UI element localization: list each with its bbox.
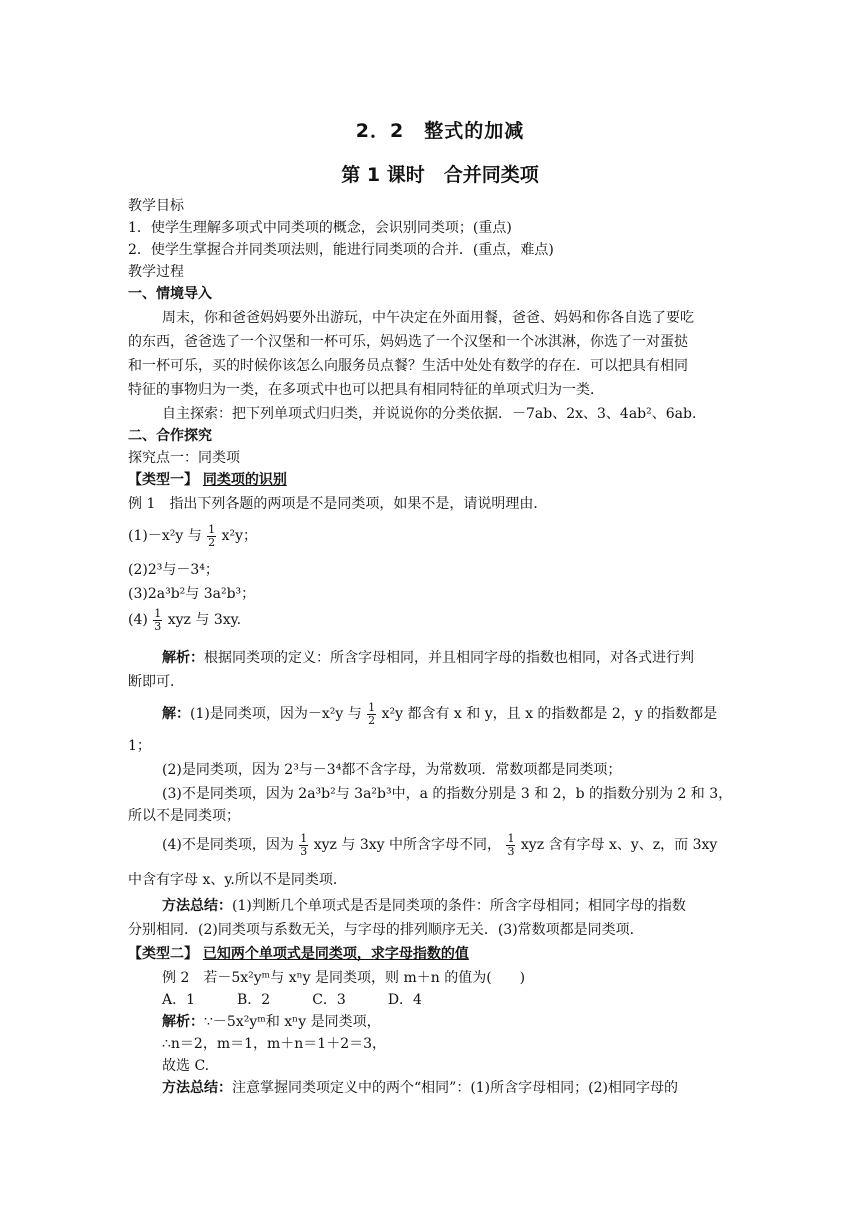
example-1-item-2: (2)2³与－3⁴； [128, 562, 219, 578]
analysis-label: 解析： [162, 1014, 204, 1030]
example-1-item-1: (1)－x²y 与 $\frac{1}{2}$ x²y； [128, 522, 258, 549]
type-1-tag: 【类型一】 [128, 472, 198, 488]
example-2-answer: 故选 C. [162, 1058, 210, 1074]
example-2-options: A．1 B．2 C．3 D．4 [162, 992, 422, 1008]
type-1-title: 同类项的识别 [202, 472, 287, 488]
example-2-prompt: 例 2 若－5x²yᵐ与 xⁿy 是同类项，则 m＋n 的值为( ) [162, 970, 526, 986]
section-title: 2．2 整式的加减 [355, 120, 525, 142]
example-2-analysis: 解析：∵－5x²yᵐ和 xⁿy 是同类项， [162, 1014, 381, 1030]
intro-paragraph-line: 特征的事物归为一类，在多项式中也可以把具有相同特征的单项式归为一类． [128, 382, 604, 398]
type-2-tag: 【类型二】 [128, 946, 198, 962]
fraction-one-third: $\frac{1}{3}$ [154, 606, 162, 633]
example-1-item-3: (3)2a³b²与 3a²b³； [128, 586, 256, 602]
exploration-point-1: 探究点一：同类项 [128, 450, 240, 466]
example-2-step: ∴n＝2，m＝1，m＋n＝1＋2＝3， [162, 1036, 387, 1052]
solution-paragraph: 解：(1)是同类项，因为－x²y 与 $\frac{1}{2}$ x²y 都含有 x 和 y，且 x 的指数都是 2，y 的指数都是 [162, 700, 718, 727]
type-2-title: 已知两个单项式是同类项，求字母指数的值 [202, 946, 469, 962]
analysis-continuation: 断即可． [128, 674, 184, 690]
solution-item-4: (4)不是同类项，因为 $\frac{1}{3}$ xyz 与 3xy 中所含字母不同， $\frac{1}{3}$ xyz 含有字母 x、y、z，而 3xy [162, 831, 718, 858]
method-summary-1-continuation: 分别相同．(2)同类项与系数无关，与字母的排列顺序无关．(3)常数项都是同类项． [128, 922, 644, 938]
section-heading-1: 一、情境导入 [128, 286, 212, 302]
intro-paragraph-line: 周末，你和爸爸妈妈要外出游玩，中午决定在外面用餐，爸爸、妈妈和你各自选了要吃 [162, 310, 694, 326]
section-heading-2: 二、合作探究 [128, 428, 212, 444]
teaching-process-heading: 教学过程 [128, 264, 184, 280]
type-1-heading [128, 470, 738, 490]
method-summary-1: 方法总结：(1)判断几个单项式是否是同类项的条件：所含字母相同；相同字母的指数 [162, 898, 686, 914]
solution-item-3: (3)不是同类项，因为 2a³b²与 3a²b³中，a 的指数分别是 3 和 2，b 的指数分别为 2 和 3， [162, 786, 733, 802]
fraction-one-third: $\frac{1}{3}$ [507, 831, 515, 858]
solution-item-2: (2)是同类项，因为 2³与－3⁴都不含字母，为常数项．常数项都是同类项； [162, 762, 622, 778]
analysis-paragraph: 解析：根据同类项的定义：所含字母相同，并且相同字母的指数也相同，对各式进行判 [162, 650, 694, 666]
intro-paragraph-line: 和一杯可乐，买的时候你该怎么向服务员点餐？生活中处处有数学的存在．可以把具有相同 [128, 358, 688, 374]
intro-paragraph-line: 的东西，爸爸选了一个汉堡和一杯可乐，妈妈选了一个汉堡和一个冰淇淋，你选了一对蛋挞 [128, 334, 688, 350]
goal-2: 2．使学生掌握合并同类项法则，能进行同类项的合并．(重点，难点) [128, 242, 554, 258]
example-1-prompt: 例 1 指出下列各题的两项是不是同类项，如果不是，请说明理由． [128, 496, 548, 512]
solution-item-4-continuation: 中含有字母 x、y.所以不是同类项． [128, 872, 347, 888]
lesson-title: 第 1 课时 合并同类项 [341, 164, 539, 186]
goal-1: 1．使学生理解多项式中同类项的概念，会识别同类项；(重点) [128, 220, 512, 236]
method-summary-2: 方法总结：注意掌握同类项定义中的两个“相同”：(1)所含字母相同；(2)相同字母的 [162, 1080, 678, 1096]
example-1-item-4: (4) $\frac{1}{3}$ xyz 与 3xy. [128, 606, 242, 633]
self-exploration: 自主探索：把下列单项式归归类，并说说你的分类依据．－7ab、2x、3、4ab²、6ab. [162, 406, 697, 422]
solution-continuation: 1； [128, 738, 151, 754]
fraction-one-half: $\frac{1}{2}$ [208, 522, 216, 549]
fraction-one-third: $\frac{1}{3}$ [300, 831, 308, 858]
teaching-goals-heading: 教学目标 [128, 198, 184, 214]
method-summary-label: 方法总结： [162, 898, 232, 914]
solution-label: 解： [162, 706, 190, 722]
method-summary-label: 方法总结： [162, 1080, 232, 1096]
fraction-one-half: $\frac{1}{2}$ [368, 700, 376, 727]
type-2-heading [128, 944, 738, 964]
analysis-label: 解析： [162, 650, 204, 666]
solution-item-3-continuation: 所以不是同类项； [128, 808, 240, 824]
